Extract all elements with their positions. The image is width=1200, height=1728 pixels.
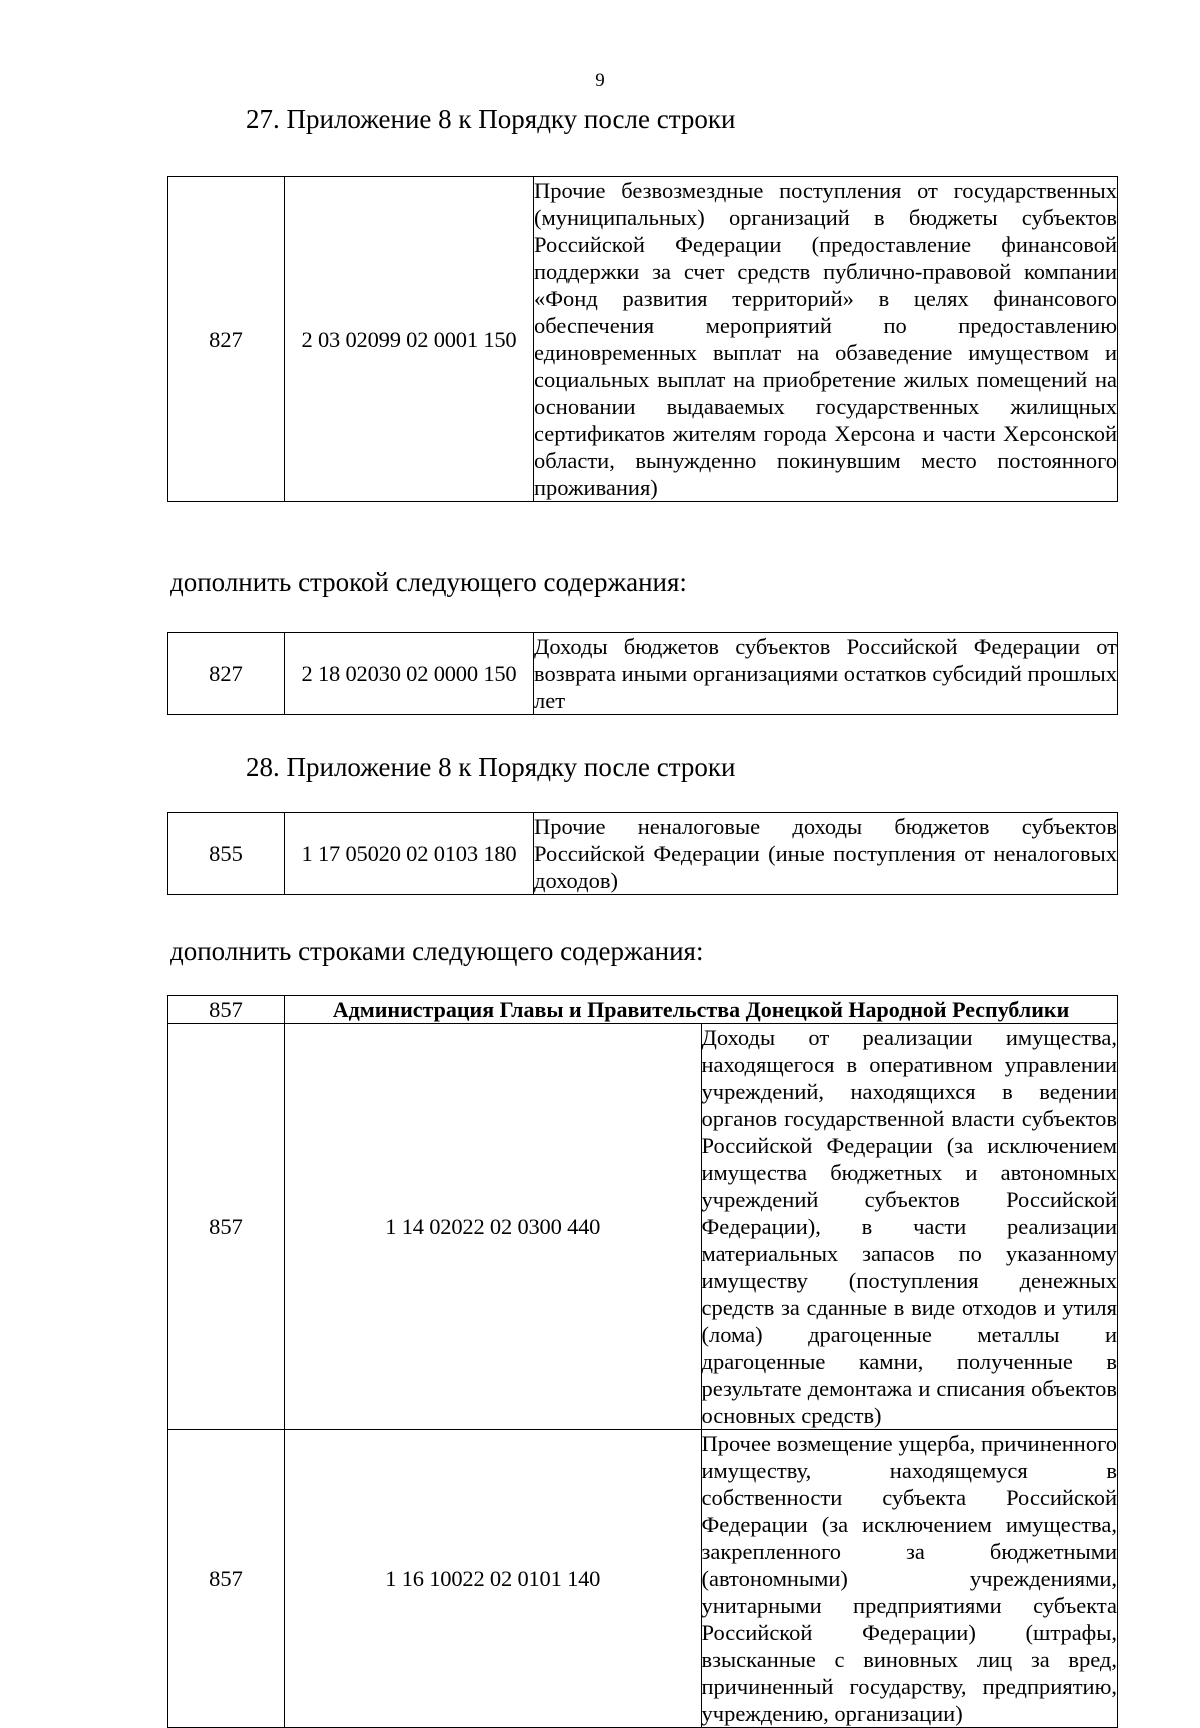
description-cell: Прочее возмещение ущерба, причиненного имуществу, находящемуся в собственности субъекта Российской Федерации (за исключением имущества, закрепленного за бюджетными (автономными) учреждениями, унитарными предприятиями субъекта Российской Федерации) (штрафы, взысканные с виновных лиц за вред, причиненный государству, предприятию, учреждению, организации) bbox=[701, 1431, 1117, 1726]
admin-code-cell: 857 bbox=[168, 1024, 285, 1430]
table-row-org bbox=[168, 996, 1118, 1024]
admin-code-cell: 857 bbox=[168, 1430, 285, 1728]
description-cell: Прочие неналоговые доходы бюджетов субъектов Российской Федерации (иные поступления от неналоговых доходов) bbox=[534, 814, 1117, 893]
section-28-new-table bbox=[167, 995, 1118, 1728]
section-28-existing-table bbox=[167, 812, 1118, 895]
section-27-existing-table bbox=[167, 176, 1118, 502]
admin-code-cell: 827 bbox=[168, 633, 285, 715]
budget-code-cell: 1 17 05020 02 0103 180 bbox=[285, 813, 534, 895]
org-name-cell: Администрация Главы и Правительства Донецкой Народной Республики bbox=[285, 996, 1118, 1024]
section-27-instruction: дополнить строкой следующего содержания: bbox=[170, 567, 687, 597]
table-row bbox=[168, 633, 1118, 715]
table-row bbox=[168, 177, 1118, 502]
admin-code-cell: 855 bbox=[168, 813, 285, 895]
budget-code-cell: 2 03 02099 02 0001 150 bbox=[285, 177, 534, 502]
budget-code-cell: 2 18 02030 02 0000 150 bbox=[285, 633, 534, 715]
admin-code-cell: 857 bbox=[168, 996, 285, 1024]
admin-code-cell: 827 bbox=[168, 177, 285, 502]
page-number: 9 bbox=[595, 70, 605, 91]
budget-code-cell: 1 16 10022 02 0101 140 bbox=[285, 1430, 702, 1728]
description-cell: Прочие безвозмездные поступления от государственных (муниципальных) организаций в бюджеты субъектов Российской Федерации (предоставление финансовой поддержки за счет средств публично-правовой компании «Фонд развития территорий» в целях финансового обеспечения мероприятий по предоставлению единовременных выплат на обзаведение имуществом и социальных выплат на приобретение жилых помещений на основании выдаваемых государственных жилищных сертификатов жителям города Херсона и части Херсонской области, вынужденно покинувшим место постоянного проживания) bbox=[534, 178, 1117, 500]
section-27-new-table bbox=[167, 632, 1118, 715]
section-28-instruction: дополнить строками следующего содержания: bbox=[170, 936, 704, 966]
table-row bbox=[168, 1024, 1118, 1430]
section-27-heading: 27. Приложение 8 к Порядку после строки bbox=[246, 104, 736, 134]
table-row bbox=[168, 813, 1118, 895]
description-cell: Доходы бюджетов субъектов Российской Федерации от возврата иными организациями остатков субсидий прошлых лет bbox=[534, 634, 1117, 713]
description-cell: Доходы от реализации имущества, находящегося в оперативном управлении учреждений, находящихся в ведении органов государственной власти субъектов Российской Федерации (за исключением имущества бюджетных и автономных учреждений субъектов Российской Федерации), в части реализации материальных запасов по указанному имуществу (поступления денежных средств за сданные в виде отходов и утиля (лома) драгоценные металлы и драгоценные камни, полученные в результате демонтажа и списания объектов основных средств) bbox=[701, 1025, 1117, 1428]
section-28-heading: 28. Приложение 8 к Порядку после строки bbox=[246, 752, 736, 782]
budget-code-cell: 1 14 02022 02 0300 440 bbox=[285, 1024, 702, 1430]
table-row bbox=[168, 1430, 1118, 1728]
